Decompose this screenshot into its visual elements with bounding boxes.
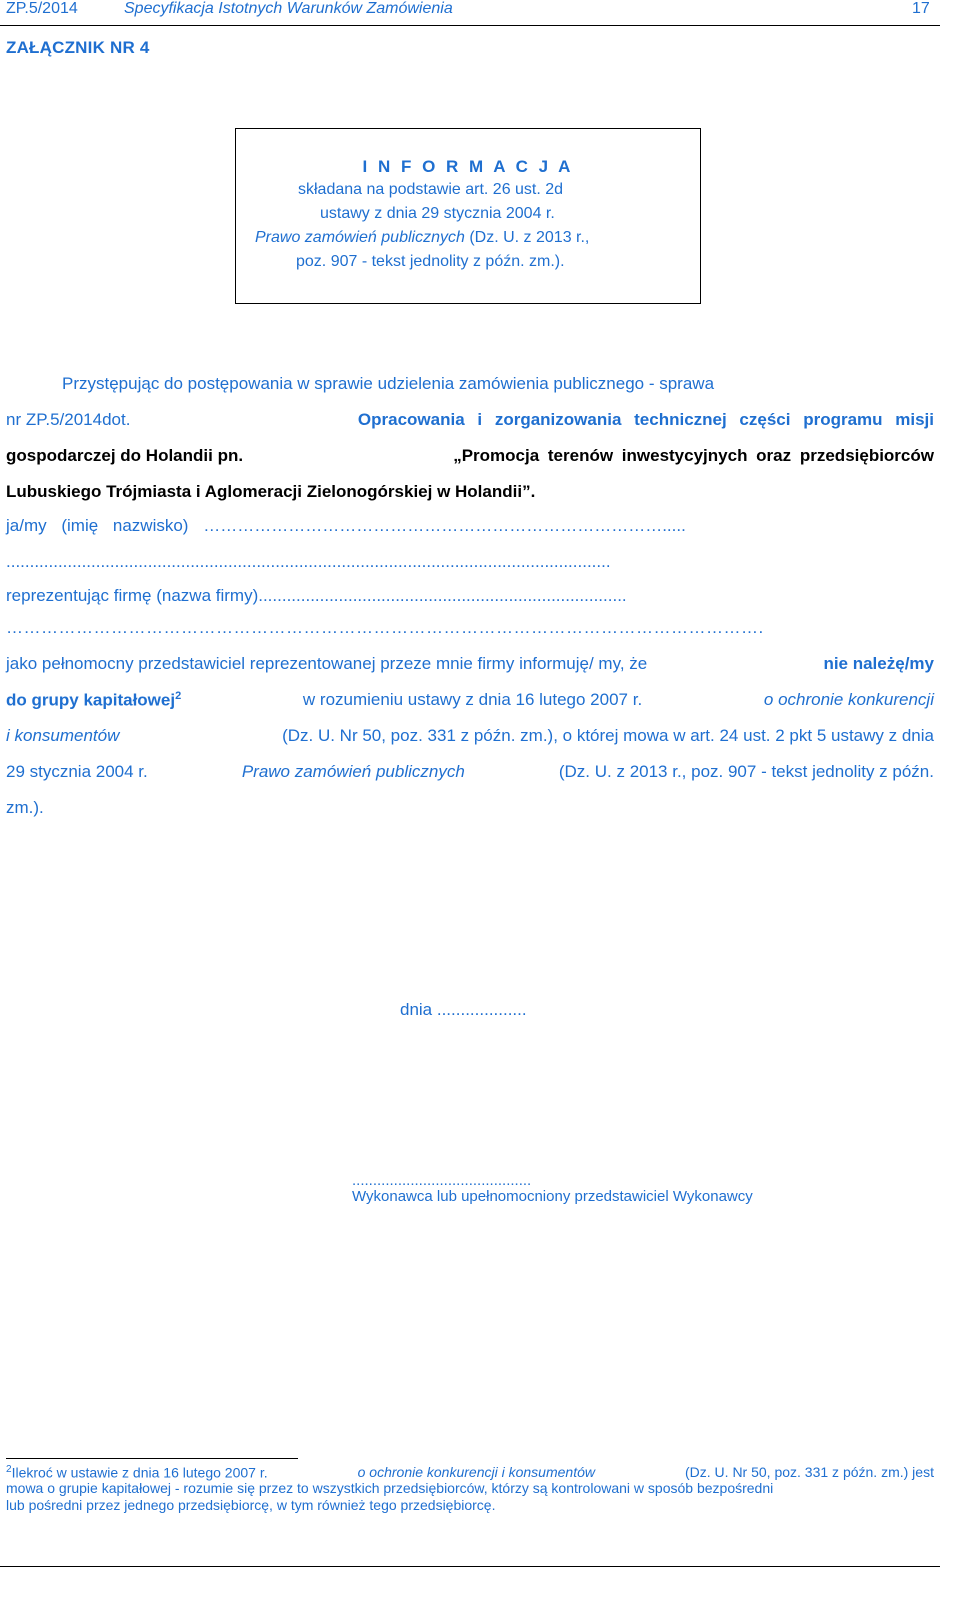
- intro-line-4: Lubuskiego Trójmiasta i Aglomeracji Zielonogórskiej w Holandii”.: [6, 482, 536, 501]
- page-number: 17: [912, 0, 930, 17]
- signature-label: Wykonawca lub upełnomocniony przedstawiciel Wykonawcy: [352, 1188, 753, 1205]
- info-line-2: ustawy z dnia 29 stycznia 2004 r.: [320, 205, 555, 222]
- info-line-1: składana na podstawie art. 26 ust. 2d: [298, 181, 564, 198]
- intro-line-2: nr ZP.5/2014dot. Opracowania i zorganizowania technicznej części programu misji: [6, 410, 934, 429]
- footnote-reference: 2: [175, 690, 182, 702]
- intro-line-6: ................................................................................................................................: [6, 552, 611, 571]
- intro-line-3: gospodarczej do Holandii pn. „Promocja terenów inwestycyjnych oraz przedsiębiorców: [6, 446, 934, 465]
- page-header: [0, 0, 940, 30]
- information-box: [235, 128, 701, 304]
- info-line-3: Prawo zamówień publicznych (Dz. U. z 2013 r.,: [255, 229, 590, 246]
- header-divider: [0, 25, 940, 26]
- intro-line-5: ja/my (imię nazwisko) ……………………………………………………………………….....: [6, 516, 686, 535]
- intro-line-7: reprezentując firmę (nazwa firmy)..............................................................................: [6, 586, 627, 605]
- footnote-divider: [6, 1458, 298, 1459]
- footnote-line-3: lub pośredni przez jednego przedsiębiorcę, w tym również tego przedsiębiorcę.: [6, 1497, 496, 1513]
- annex-title: ZAŁĄCZNIK NR 4: [6, 38, 150, 57]
- header-reference: ZP.5/2014: [6, 0, 78, 17]
- statement-line-2: do grupy kapitałowej$^2$ w rozumieniu ustawy z dnia 16 lutego 2007 r. o ochronie konkurencji: [6, 690, 934, 710]
- header-title: Specyfikacja Istotnych Warunków Zamówienia: [124, 0, 453, 17]
- information-title: I N F O R M A C J A: [362, 157, 574, 176]
- intro-line-1: Przystępując do postępowania w sprawie udzielenia zamówienia publicznego - sprawa: [62, 374, 715, 393]
- footnote-marker: 2: [6, 1464, 12, 1475]
- statement-line-3: i konsumentów (Dz. U. Nr 50, poz. 331 z późn. zm.), o której mowa w art. 24 ust. 2 pkt 5 ustawy z dnia: [6, 726, 934, 745]
- date-field: dnia ...................: [400, 1000, 527, 1019]
- statement-line-5: zm.).: [6, 798, 44, 817]
- footnote-line-2: mowa o grupie kapitałowej - rozumie się przez to wszystkich przedsiębiorców, którzy są kontrolowani w sposób bezpośredni: [6, 1480, 774, 1496]
- law-name: Prawo zamówień publicznych: [255, 229, 465, 246]
- info-line-4: poz. 907 - tekst jednolity z późn. zm.).: [296, 253, 565, 270]
- statement-line-1: jako pełnomocny przedstawiciel reprezentowanej przeze mnie firmy informuję/ my, że nie należę/my: [6, 654, 934, 673]
- signature-dots: ...........................................: [352, 1172, 532, 1189]
- statement-line-4: 29 stycznia 2004 r. Prawo zamówień publicznych (Dz. U. z 2013 r., poz. 907 - tekst jednolity z późn.: [6, 762, 934, 781]
- footnote-line-1: $^2$Ilekroć w ustawie z dnia 16 lutego 2007 r. o ochronie konkurencji i konsumentów (Dz. U. Nr 50, poz. 331 z późn. zm.) jest: [6, 1464, 934, 1481]
- page-bottom-divider: [0, 1566, 940, 1567]
- intro-line-8: ………………………………………………………………………………………………………………….: [6, 618, 764, 637]
